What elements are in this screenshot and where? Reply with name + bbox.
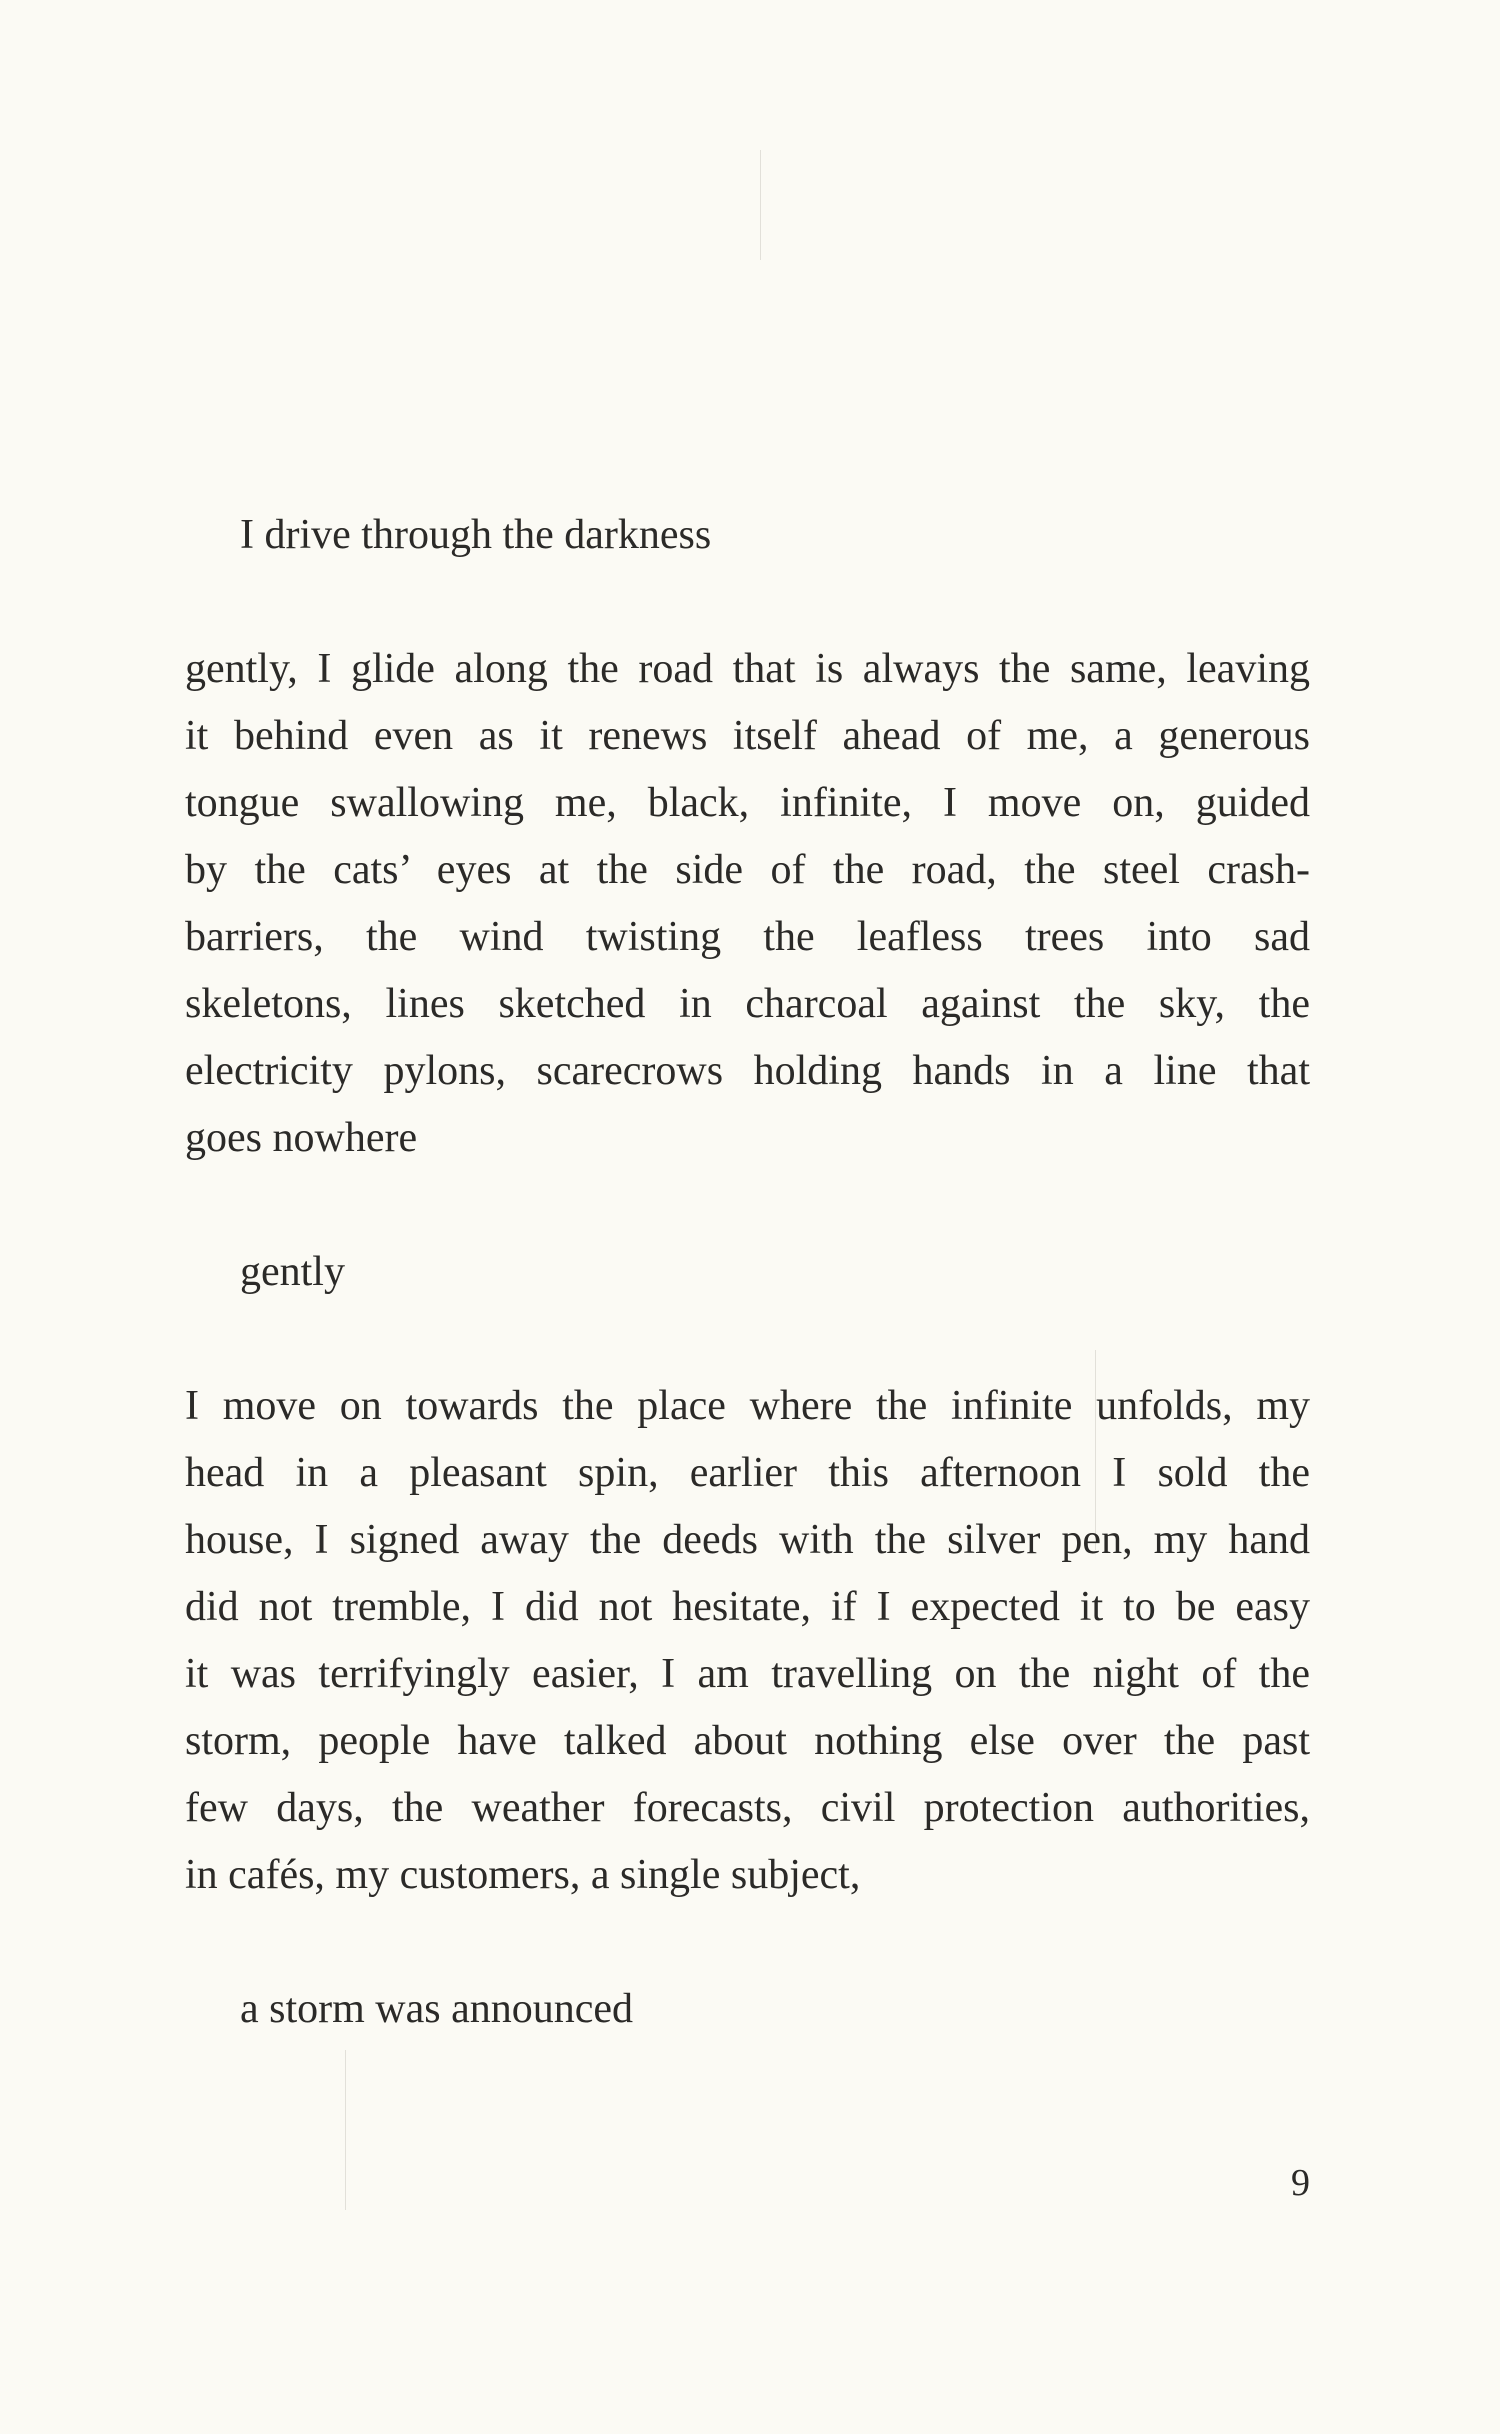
paragraph-line: head in a pleasant spin, earlier this afternoon I sold the xyxy=(185,1450,1310,1496)
paragraph-line: storm, people have talked about nothing else over the past xyxy=(185,1718,1310,1764)
paragraph-line: tongue swallowing me, black, infinite, I move on, guided xyxy=(185,780,1310,826)
paragraph-line: in cafés, my customers, a single subject, xyxy=(185,1852,861,1898)
paragraph-line: few days, the weather forecasts, civil protection authorities, xyxy=(185,1785,1310,1831)
paragraph-line: did not tremble, I did not hesitate, if I expected it to be easy xyxy=(185,1584,1310,1630)
paragraph-line: it was terrifyingly easier, I am travelling on the night of the xyxy=(185,1651,1310,1697)
page-number: 9 xyxy=(1291,2162,1310,2204)
interlude-line: gently xyxy=(240,1249,345,1295)
paragraph-line: skeletons, lines sketched in charcoal against the sky, the xyxy=(185,981,1310,1027)
paragraph-line: it behind even as it renews itself ahead of me, a generous xyxy=(185,713,1310,759)
closing-line: a storm was announced xyxy=(240,1986,634,2032)
paragraph-line: barriers, the wind twisting the leafless trees into sad xyxy=(185,914,1310,960)
paragraph-line: I move on towards the place where the infinite unfolds, my xyxy=(185,1383,1310,1429)
paragraph-line: electricity pylons, scarecrows holding hands in a line that xyxy=(185,1048,1310,1094)
paragraph-line: by the cats’ eyes at the side of the road, the steel crash- xyxy=(185,847,1310,893)
opening-line: I drive through the darkness xyxy=(240,512,712,558)
paragraph-line: gently, I glide along the road that is always the same, leaving xyxy=(185,646,1310,692)
paragraph-line: goes nowhere xyxy=(185,1115,418,1161)
paragraph-line: house, I signed away the deeds with the silver pen, my hand xyxy=(185,1517,1310,1563)
